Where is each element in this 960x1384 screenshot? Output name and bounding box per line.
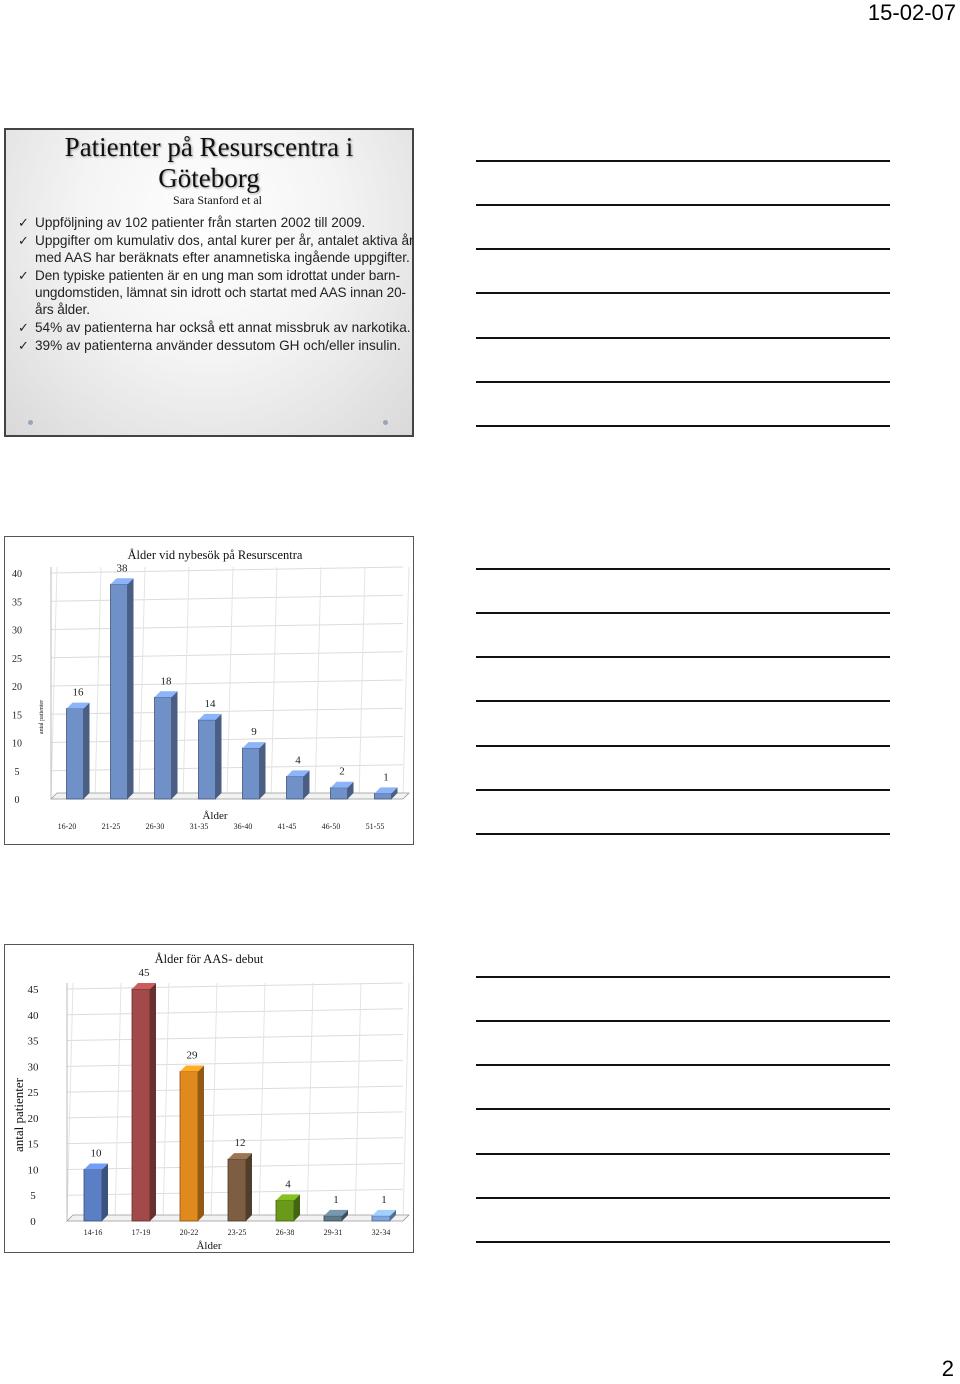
data-label: 29 bbox=[186, 1049, 198, 1062]
slide-title-line2: Göteborg bbox=[158, 163, 260, 193]
bullet-item bbox=[18, 319, 414, 336]
y-tick-label: 15 bbox=[12, 710, 22, 722]
grid-line bbox=[67, 1009, 403, 1015]
grid-line bbox=[355, 983, 361, 1221]
y-tick-label: 40 bbox=[12, 569, 22, 580]
note-line bbox=[476, 833, 890, 835]
slide-title-line1: Patienter på Resurscentra i bbox=[64, 132, 354, 162]
y-tick-label: 5 bbox=[30, 1190, 36, 1203]
y-tick-label: 5 bbox=[14, 766, 20, 778]
data-label: 9 bbox=[251, 726, 257, 739]
note-line bbox=[476, 568, 890, 570]
bullet-text: 54% av patienterna har också ett annat missbruk av narkotika. bbox=[35, 320, 411, 335]
grid-line bbox=[67, 983, 403, 989]
bar bbox=[67, 709, 84, 799]
bullet-item bbox=[18, 232, 414, 266]
note-line bbox=[476, 612, 890, 614]
chart-aas-debut bbox=[5, 945, 413, 1252]
bullet-text: Den typiske patienten är en ung man som idrottat under barn- ungdomstiden, lämnat sin idrott och startat med AAS innan 20-års ålder. bbox=[35, 268, 406, 317]
data-label: 18 bbox=[160, 675, 172, 688]
bar-side bbox=[102, 1163, 108, 1221]
grid-line bbox=[51, 567, 403, 573]
bar bbox=[111, 584, 128, 799]
bar-side bbox=[246, 1153, 252, 1221]
note-line bbox=[476, 700, 890, 702]
x-tick-label: 17-19 bbox=[131, 1228, 151, 1237]
bar bbox=[199, 720, 216, 799]
bar bbox=[324, 1216, 342, 1221]
bar-side bbox=[128, 578, 134, 799]
x-tick-label: 36-40 bbox=[233, 822, 253, 831]
y-axis-label: antal patienter bbox=[39, 699, 45, 735]
data-label: 1 bbox=[383, 771, 389, 784]
x-tick-label: 32-34 bbox=[371, 1228, 391, 1237]
bullet-list bbox=[18, 214, 414, 355]
grid-line bbox=[259, 983, 265, 1221]
grid-line bbox=[51, 680, 403, 686]
bar bbox=[84, 1169, 102, 1221]
bar-side bbox=[84, 703, 90, 799]
chart-alder-nybesok bbox=[5, 537, 413, 844]
x-tick-label: 51-55 bbox=[365, 822, 385, 831]
data-label: 38 bbox=[116, 562, 128, 575]
check-icon: ✓ bbox=[18, 233, 29, 248]
y-tick-label: 40 bbox=[27, 1009, 39, 1022]
slide-subtitle: Sara Stanford et al bbox=[173, 193, 262, 207]
grid-line bbox=[271, 567, 277, 799]
x-tick-label: 26-38 bbox=[275, 1228, 295, 1237]
y-tick-label: 25 bbox=[27, 1087, 39, 1100]
grid-line bbox=[51, 567, 57, 799]
note-line bbox=[476, 204, 890, 206]
note-line bbox=[476, 1241, 890, 1243]
grid-line bbox=[51, 652, 403, 658]
bar bbox=[331, 788, 348, 799]
bar-side bbox=[172, 691, 178, 799]
grid-line bbox=[211, 983, 217, 1221]
check-icon: ✓ bbox=[18, 215, 29, 230]
page-number: 2 bbox=[941, 1356, 954, 1381]
y-tick-label: 0 bbox=[14, 795, 20, 806]
note-line bbox=[476, 745, 890, 747]
bar bbox=[132, 989, 150, 1221]
grid-line bbox=[51, 765, 403, 771]
slide-dot bbox=[383, 420, 388, 425]
data-label: 1 bbox=[381, 1193, 387, 1206]
chart-title: Ålder vid nybesök på Resurscentra bbox=[127, 548, 303, 562]
bullet-item bbox=[18, 214, 414, 231]
note-line bbox=[476, 1197, 890, 1199]
y-tick-label: 30 bbox=[12, 625, 22, 637]
header-date: 15-02-07 bbox=[867, 0, 956, 25]
data-label: 10 bbox=[90, 1147, 102, 1160]
x-tick-label: 31-35 bbox=[189, 822, 209, 831]
chart-floor bbox=[51, 793, 409, 799]
bar bbox=[287, 776, 304, 799]
y-tick-label: 10 bbox=[27, 1164, 39, 1177]
data-label: 12 bbox=[234, 1137, 246, 1150]
note-line bbox=[476, 292, 890, 294]
x-tick-label: 26-30 bbox=[145, 822, 165, 831]
y-tick-label: 45 bbox=[27, 984, 39, 996]
grid-line bbox=[67, 1060, 403, 1066]
bullet-text: Uppföljning av 102 patienter från starten 2002 till 2009. bbox=[35, 215, 366, 230]
bar-side bbox=[216, 714, 222, 799]
bar-side bbox=[260, 742, 266, 799]
grid-line bbox=[51, 737, 403, 743]
grid-line bbox=[139, 567, 145, 799]
bar-side bbox=[150, 983, 156, 1221]
note-line bbox=[476, 337, 890, 339]
note-line bbox=[476, 1153, 890, 1155]
bar bbox=[276, 1200, 294, 1221]
y-tick-label: 20 bbox=[12, 682, 22, 693]
y-tick-label: 10 bbox=[12, 738, 22, 750]
x-axis-label: Ålder bbox=[196, 1240, 222, 1252]
grid-line bbox=[163, 983, 169, 1221]
grid-line bbox=[67, 983, 73, 1221]
grid-line bbox=[315, 567, 321, 799]
grid-line bbox=[51, 595, 403, 601]
data-label: 1 bbox=[333, 1193, 339, 1206]
bar bbox=[375, 793, 392, 799]
y-tick-label: 0 bbox=[30, 1216, 36, 1228]
grid-line bbox=[67, 1035, 403, 1041]
check-icon: ✓ bbox=[18, 320, 29, 335]
slide-chart-aas-debut bbox=[4, 944, 414, 1253]
grid-line bbox=[403, 983, 409, 1221]
data-label: 4 bbox=[295, 754, 301, 767]
bar bbox=[228, 1159, 246, 1221]
x-tick-label: 16-20 bbox=[57, 822, 77, 831]
x-tick-label: 46-50 bbox=[321, 822, 341, 831]
bar bbox=[243, 748, 260, 799]
y-tick-label: 30 bbox=[27, 1061, 39, 1074]
grid-line bbox=[403, 567, 409, 799]
data-label: 16 bbox=[72, 686, 84, 699]
grid-line bbox=[307, 983, 313, 1221]
check-icon: ✓ bbox=[18, 268, 29, 283]
bar bbox=[372, 1216, 390, 1221]
grid-line bbox=[67, 1086, 403, 1092]
chart-title: Ålder för AAS- debut bbox=[154, 952, 264, 966]
note-line bbox=[476, 1064, 890, 1066]
note-line bbox=[476, 381, 890, 383]
note-line bbox=[476, 425, 890, 427]
bar-side bbox=[198, 1065, 204, 1221]
note-line bbox=[476, 656, 890, 658]
grid-line bbox=[183, 567, 189, 799]
x-tick-label: 14-16 bbox=[83, 1228, 103, 1237]
x-tick-label: 21-25 bbox=[101, 822, 121, 831]
note-line bbox=[476, 248, 890, 250]
note-line bbox=[476, 976, 890, 978]
y-tick-label: 20 bbox=[27, 1112, 39, 1125]
grid-line bbox=[115, 983, 121, 1221]
data-label: 45 bbox=[138, 967, 150, 979]
bullet-item bbox=[18, 337, 414, 354]
grid-line bbox=[95, 567, 101, 799]
x-tick-label: 41-45 bbox=[277, 822, 297, 831]
bar bbox=[155, 697, 172, 799]
note-line bbox=[476, 1108, 890, 1110]
y-tick-label: 35 bbox=[27, 1035, 39, 1048]
note-line bbox=[476, 1020, 890, 1022]
grid-line bbox=[51, 624, 403, 630]
data-label: 2 bbox=[339, 765, 345, 778]
bar bbox=[180, 1071, 198, 1221]
note-line bbox=[476, 160, 890, 162]
grid-line bbox=[359, 567, 365, 799]
data-label: 14 bbox=[204, 697, 216, 710]
bullet-text: 39% av patienterna använder dessutom GH och/eller insulin. bbox=[35, 338, 401, 353]
slide-title bbox=[6, 132, 412, 194]
notes-area bbox=[476, 0, 890, 1384]
bullet-item bbox=[18, 267, 414, 318]
y-tick-label: 35 bbox=[12, 597, 22, 609]
x-axis-label: Ålder bbox=[202, 810, 228, 822]
y-tick-label: 25 bbox=[12, 653, 22, 665]
bullet-text: Uppgifter om kumulativ dos, antal kurer per år, antalet aktiva år med AAS har beräknats efter anamnetiska ingående uppgifter. bbox=[35, 233, 414, 265]
slide-dot bbox=[28, 420, 33, 425]
y-axis-label: antal patienter bbox=[11, 1078, 26, 1152]
x-tick-label: 23-25 bbox=[227, 1228, 247, 1237]
check-icon: ✓ bbox=[18, 338, 29, 353]
grid-line bbox=[51, 708, 403, 714]
note-line bbox=[476, 789, 890, 791]
y-tick-label: 15 bbox=[27, 1138, 39, 1151]
slide-chart-alder-nybesok bbox=[4, 536, 414, 845]
data-label: 4 bbox=[285, 1178, 291, 1191]
slide-patienter bbox=[4, 128, 414, 437]
x-tick-label: 29-31 bbox=[323, 1228, 343, 1237]
x-tick-label: 20-22 bbox=[179, 1228, 199, 1237]
